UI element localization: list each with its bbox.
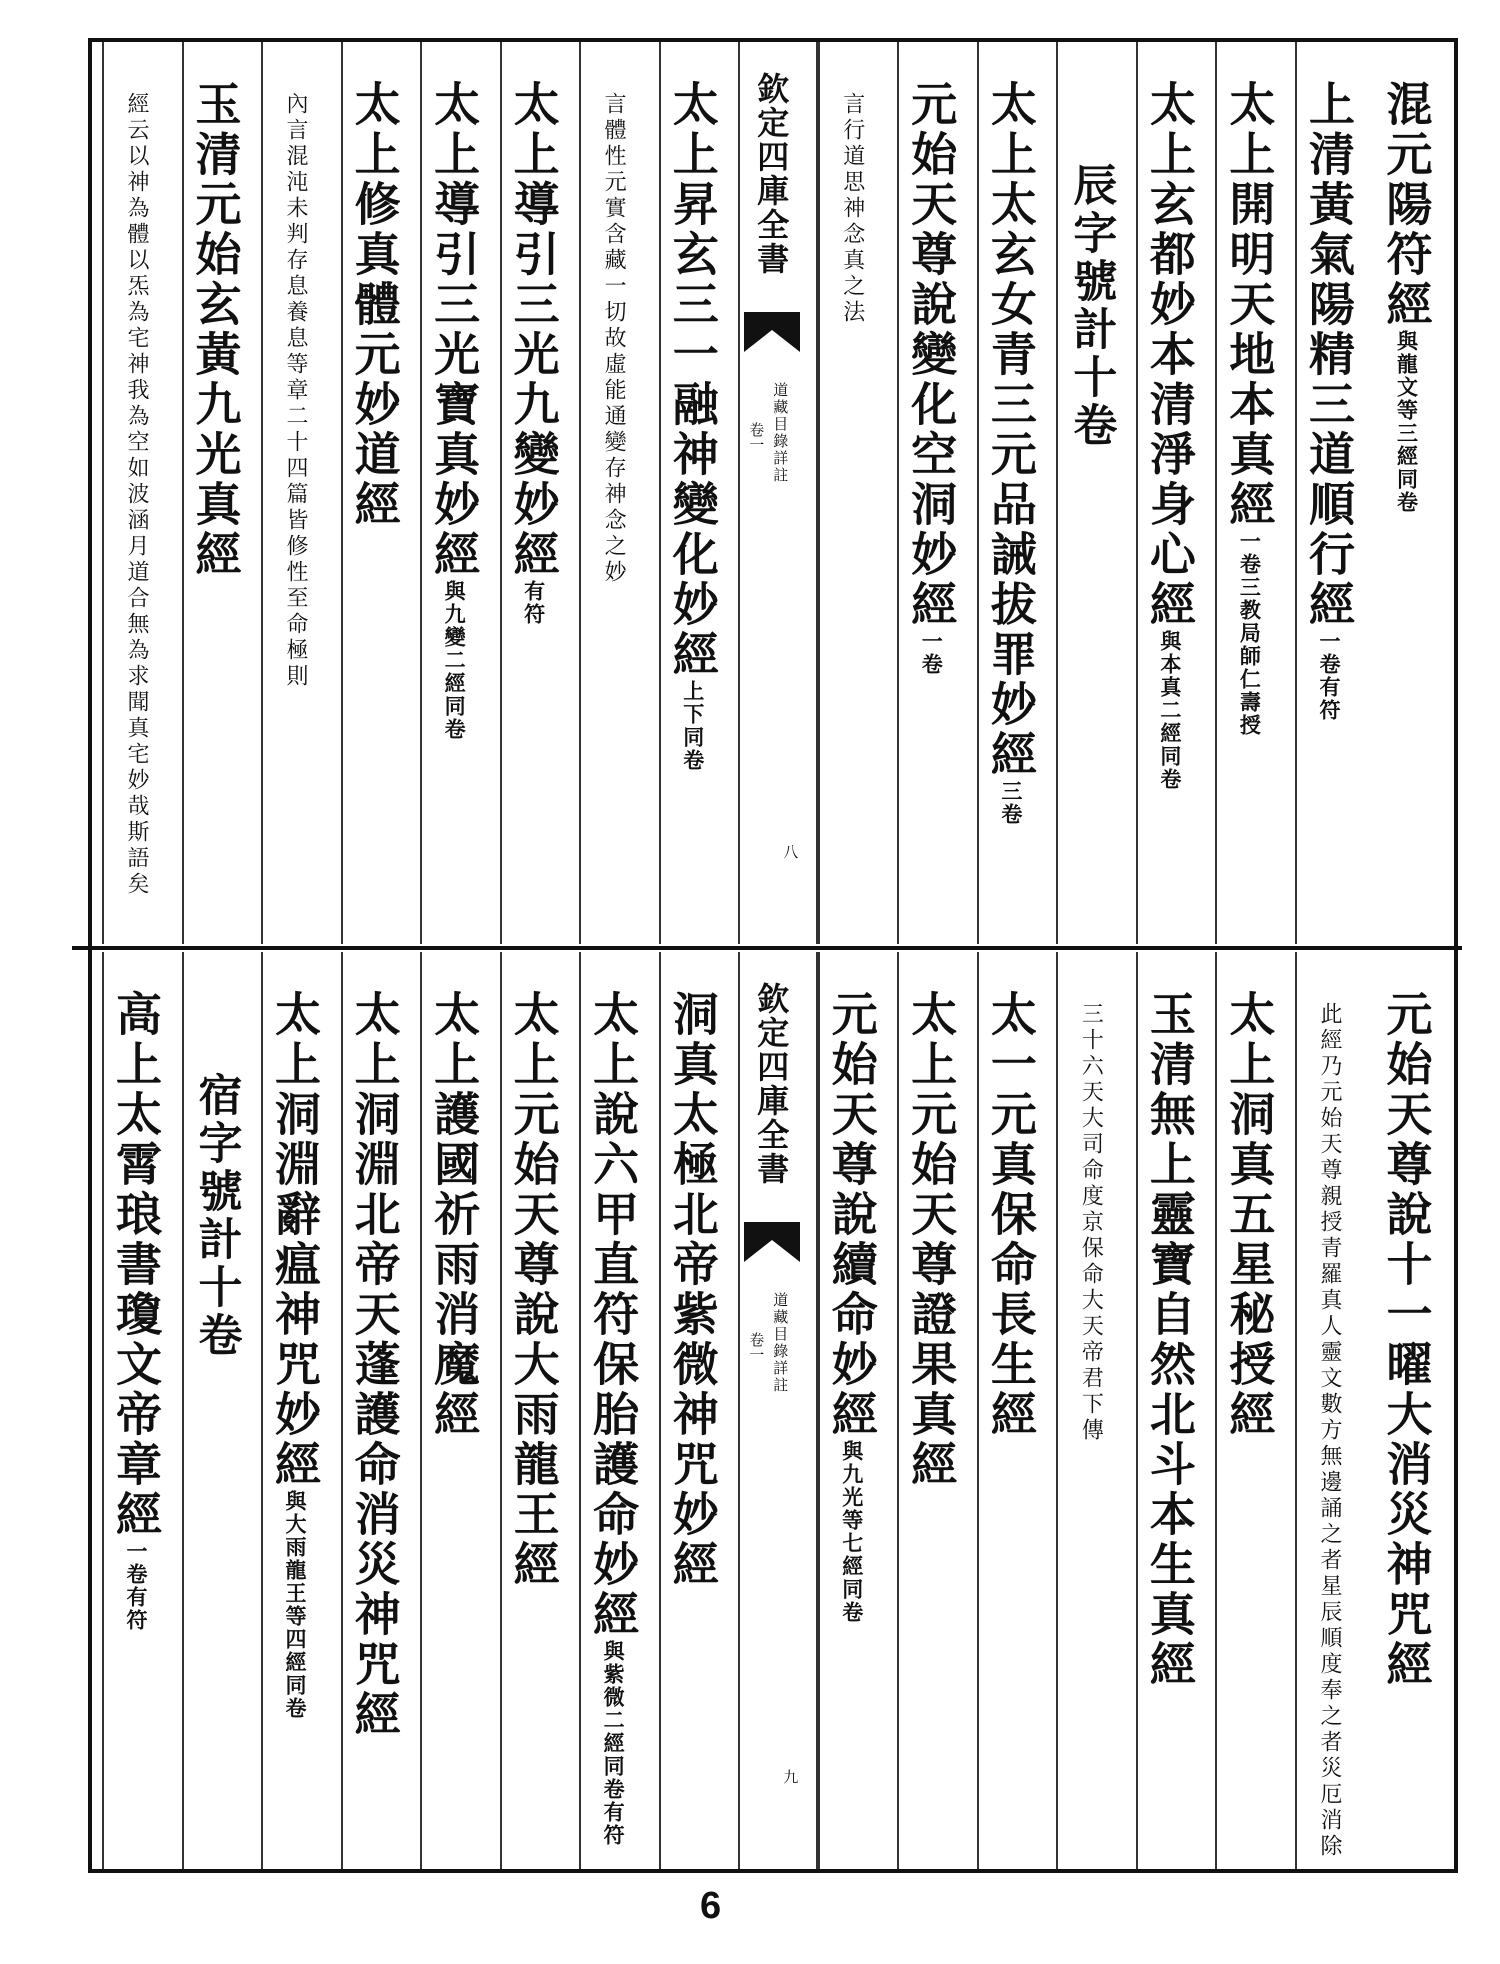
scripture-note: 與九變二經同卷	[442, 580, 468, 741]
text-column	[1215, 42, 1295, 944]
margin-volume: 卷一	[747, 422, 766, 452]
margin-source: 道藏目錄詳註	[771, 382, 790, 484]
commentary-text: 內言混沌未判存息養息等章二十四篇皆修性至命極則	[283, 92, 309, 690]
scripture-note: 與紫微二經同卷有符	[601, 1640, 627, 1847]
scripture-title: 太上修真體元妙道經	[347, 80, 402, 530]
text-column	[1136, 42, 1216, 944]
text-column	[1215, 952, 1295, 1869]
fishtail-mark-icon	[744, 1222, 800, 1262]
scripture-title: 太上昇玄三一融神變化妙經上下同卷	[665, 80, 720, 772]
text-column	[659, 42, 739, 944]
scripture-title: 上清黃氣陽精三道順行經一卷有符	[1301, 80, 1356, 722]
commentary-text: 言行道思神念真之法	[839, 92, 865, 326]
text-column	[500, 42, 580, 944]
text-column	[1374, 952, 1454, 1869]
page-number: 6	[700, 1885, 722, 1927]
section-heading: 辰字號計十卷	[1065, 162, 1117, 450]
scripture-title: 太上導引三光寶真妙經與九變二經同卷	[427, 80, 482, 741]
scripture-title: 洞真太極北帝紫微神咒妙經	[665, 990, 720, 1590]
text-column	[579, 42, 659, 944]
scripture-title: 元始天尊說變化空洞妙經一卷	[904, 80, 959, 676]
text-column	[818, 952, 898, 1869]
text-column	[261, 42, 341, 944]
text-column	[897, 42, 977, 944]
margin-title: 欽定四庫全書	[752, 982, 791, 1186]
text-column	[102, 952, 182, 1869]
scripture-title: 太上說六甲直符保胎護命妙經與紫微二經同卷有符	[586, 990, 641, 1847]
text-column	[1295, 42, 1375, 944]
scripture-title: 玉清無上靈寶自然北斗本生真經	[1142, 990, 1197, 1690]
scripture-note: 與九光等七經同卷	[839, 1440, 865, 1624]
text-column	[977, 952, 1057, 1869]
scripture-note: 與大雨龍王等四經同卷	[283, 1490, 309, 1720]
scripture-title: 高上太霄琅書瓊文帝章經一卷有符	[109, 990, 163, 1632]
text-column	[1374, 42, 1454, 944]
scripture-note: 與龍文等三經同卷	[1394, 330, 1420, 514]
section-heading: 宿字號計十卷	[190, 1072, 242, 1360]
center-margin	[738, 42, 818, 944]
text-column	[341, 952, 421, 1869]
commentary-text: 經云以神為體以炁為宅神我為空如波涵月道合無為求聞真宅妙哉斯語矣	[124, 92, 149, 898]
upper-page	[92, 42, 1454, 944]
margin-page: 九	[781, 1769, 800, 1784]
margin-title: 欽定四庫全書	[752, 72, 791, 276]
scripture-title: 太上護國祈雨消魔經	[427, 990, 482, 1440]
scripture-title: 太上玄都妙本清淨身心經與本真二經同卷	[1142, 80, 1197, 791]
scripture-title: 太上開明天地本真經一卷三教局師仁壽授	[1222, 80, 1277, 737]
scripture-title: 太上太玄女青三元品誡拔罪妙經三卷	[983, 80, 1038, 826]
scripture-title: 混元陽符經與龍文等三經同卷	[1379, 80, 1434, 514]
text-column	[261, 952, 341, 1869]
text-column	[897, 952, 977, 1869]
scripture-title: 元始天尊說十一曜大消災神咒經	[1379, 990, 1434, 1690]
commentary-text: 言體性元實含藏一切故虛能通變存神念之妙	[601, 92, 627, 586]
margin-volume: 卷一	[747, 1332, 766, 1362]
scripture-title: 元始天尊說續命妙經與九光等七經同卷	[824, 990, 879, 1624]
text-column	[102, 42, 182, 944]
text-column	[1056, 42, 1136, 944]
text-column	[182, 42, 262, 944]
commentary-text: 三十六天大司命度京保命大天帝君下傳	[1078, 1002, 1104, 1444]
scripture-title: 太上導引三光九變妙經有符	[506, 80, 561, 626]
text-column	[818, 42, 898, 944]
scripture-title: 太一元真保命長生經	[983, 990, 1038, 1440]
text-column	[500, 952, 580, 1869]
text-column	[182, 952, 262, 1869]
fishtail-mark-icon	[744, 312, 800, 352]
center-margin	[738, 952, 818, 1869]
scripture-note: 一卷三教局師仁壽授	[1237, 530, 1263, 737]
scripture-note: 上下同卷	[680, 680, 706, 772]
lower-page	[92, 952, 1454, 1869]
text-column	[420, 952, 500, 1869]
scripture-title: 玉清元始玄黃九光真經	[188, 80, 243, 580]
text-column	[977, 42, 1057, 944]
scripture-title: 太上洞淵北帝天蓬護命消災神咒經	[347, 990, 402, 1740]
scripture-note: 有符	[521, 580, 547, 626]
text-column	[341, 42, 421, 944]
text-column	[1136, 952, 1216, 1869]
page-divider	[72, 946, 1462, 950]
scripture-title: 太上元始天尊證果真經	[904, 990, 959, 1490]
margin-page: 八	[781, 844, 800, 859]
scripture-note: 一卷有符	[1316, 630, 1342, 722]
text-column	[1295, 952, 1375, 1869]
scripture-note: 一卷	[919, 630, 945, 676]
scripture-title: 太上洞淵辭瘟神咒妙經與大雨龍王等四經同卷	[268, 990, 323, 1720]
scripture-note: 與本真二經同卷	[1157, 630, 1183, 791]
scripture-title: 太上元始天尊說大雨龍王經	[506, 990, 561, 1590]
text-column	[420, 42, 500, 944]
text-column	[1056, 952, 1136, 1869]
margin-source: 道藏目錄詳註	[771, 1292, 790, 1394]
scripture-note: 一卷有符	[124, 1540, 149, 1632]
scripture-title: 太上洞真五星秘授經	[1222, 990, 1277, 1440]
commentary-text: 此經乃元始天尊親授青羅真人靈文數方無邊誦之者星辰順度奉之者災厄消除	[1316, 1002, 1342, 1860]
text-column	[659, 952, 739, 1869]
scripture-note: 三卷	[998, 780, 1024, 826]
text-column	[579, 952, 659, 1869]
